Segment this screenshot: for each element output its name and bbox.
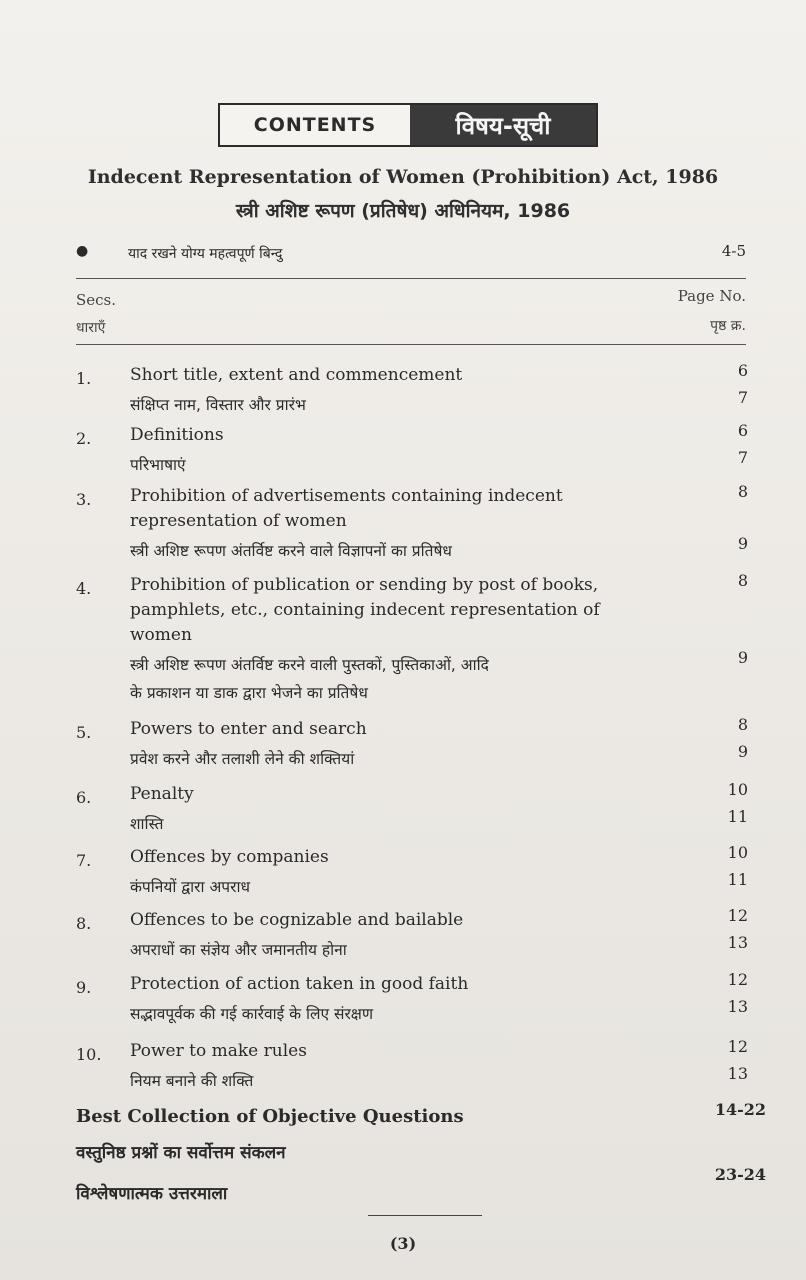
section-page-hindi: 13	[727, 997, 748, 1016]
section-page-english: 8	[737, 571, 748, 590]
section-title-english: Penalty	[130, 784, 194, 804]
section-page-english: 12	[727, 1037, 748, 1056]
bullet-icon: ●	[76, 243, 89, 259]
section-number: 10.	[76, 1045, 102, 1064]
page-no-header-hindi: पृष्ठ क्र.	[710, 318, 746, 334]
section-number: 4.	[76, 579, 92, 598]
page-no-header: Page No.	[677, 287, 746, 305]
key-points-label: याद रखने योग्य महत्वपूर्ण बिन्दु	[128, 246, 283, 262]
section-page-english: 12	[727, 970, 748, 989]
section-title-english: Offences by companies	[130, 847, 329, 867]
section-title-hindi: सद्भावपूर्वक की गई कार्रवाई के लिए संरक्षण	[130, 1005, 374, 1023]
banner-hindi: विषय-सूची	[410, 105, 596, 145]
section-number: 2.	[76, 429, 92, 448]
section-number: 8.	[76, 914, 92, 933]
key-points-page: 4-5	[721, 242, 746, 260]
section-number: 5.	[76, 723, 92, 742]
secs-header-hindi: धाराएँ	[76, 320, 106, 336]
section-page-hindi: 7	[737, 388, 748, 407]
section-page-hindi: 13	[727, 933, 748, 952]
act-title-english: Indecent Representation of Women (Prohibition) Act, 1986	[87, 166, 719, 188]
divider-header	[76, 344, 746, 345]
section-number: 6.	[76, 788, 92, 807]
section-title-hindi: के प्रकाशन या डाक द्वारा भेजने का प्रतिषेध	[130, 684, 368, 702]
section-page-hindi: 13	[727, 1064, 748, 1083]
section-page-english: 6	[737, 421, 748, 440]
section-page-english: 10	[727, 843, 748, 862]
section-title-hindi: स्त्री अशिष्ट रूपण अंतर्विष्ट करने वाली पुस्तकों, पुस्तिकाओं, आदि	[130, 656, 489, 674]
contents-banner	[218, 103, 598, 147]
section-title-english: Protection of action taken in good faith	[130, 974, 469, 994]
section-title-english: Power to make rules	[130, 1041, 307, 1061]
section-page-hindi: 9	[737, 648, 748, 667]
section-title-hindi: नियम बनाने की शक्ति	[130, 1072, 254, 1090]
section-page-english: 12	[727, 906, 748, 925]
act-title-hindi: स्त्री अशिष्ट रूपण (प्रतिषेध) अधिनियम, 1986	[235, 200, 571, 222]
section-title-hindi: परिभाषाएं	[130, 456, 186, 474]
objective-questions-page: 14-22	[714, 1100, 766, 1119]
banner-english: CONTENTS	[220, 105, 410, 145]
section-page-hindi: 11	[727, 807, 748, 826]
section-page-hindi: 9	[737, 742, 748, 761]
section-title-english: Prohibition of publication or sending by post of books,	[130, 575, 599, 595]
section-title-hindi: संक्षिप्त नाम, विस्तार और प्रारंभ	[130, 396, 306, 414]
page-number: (3)	[389, 1234, 417, 1253]
section-title-english: Prohibition of advertisements containing indecent	[130, 486, 563, 506]
section-title-english: Powers to enter and search	[130, 719, 367, 739]
section-title-hindi: प्रवेश करने और तलाशी लेने की शक्तियां	[130, 750, 355, 768]
section-page-english: 8	[737, 715, 748, 734]
section-title-hindi: स्त्री अशिष्ट रूपण अंतर्विष्ट करने वाले विज्ञापनों का प्रतिषेध	[130, 542, 452, 560]
objective-questions-title-hindi: वस्तुनिष्ठ प्रश्नों का सर्वोत्तम संकलन	[76, 1143, 286, 1163]
section-title-english: women	[130, 625, 192, 645]
key-points-row	[76, 240, 746, 266]
section-title-english: representation of women	[130, 511, 347, 531]
analytical-answers-page: 23-24	[714, 1165, 766, 1184]
section-page-english: 6	[737, 361, 748, 380]
divider-top	[76, 278, 746, 279]
section-title-english: Short title, extent and commencement	[130, 365, 463, 385]
section-page-hindi: 9	[737, 534, 748, 553]
section-title-english: pamphlets, etc., containing indecent representation of	[130, 600, 600, 620]
section-number: 1.	[76, 369, 92, 388]
section-title-english: Offences to be cognizable and bailable	[130, 910, 464, 930]
section-page-english: 10	[727, 780, 748, 799]
section-title-hindi: शास्ति	[130, 815, 164, 833]
secs-header: Secs.	[76, 291, 117, 309]
section-title-hindi: कंपनियों द्वारा अपराध	[130, 878, 250, 896]
section-page-hindi: 11	[727, 870, 748, 889]
section-title-hindi: अपराधों का संज्ञेय और जमानतीय होना	[130, 941, 347, 959]
section-number: 9.	[76, 978, 92, 997]
section-number: 3.	[76, 490, 92, 509]
objective-questions-title: Best Collection of Objective Questions	[76, 1106, 464, 1127]
footer-rule	[368, 1215, 482, 1216]
section-title-english: Definitions	[130, 425, 224, 445]
section-number: 7.	[76, 851, 92, 870]
analytical-answers-title: विश्लेषणात्मक उत्तरमाला	[76, 1184, 228, 1204]
section-page-hindi: 7	[737, 448, 748, 467]
section-page-english: 8	[737, 482, 748, 501]
